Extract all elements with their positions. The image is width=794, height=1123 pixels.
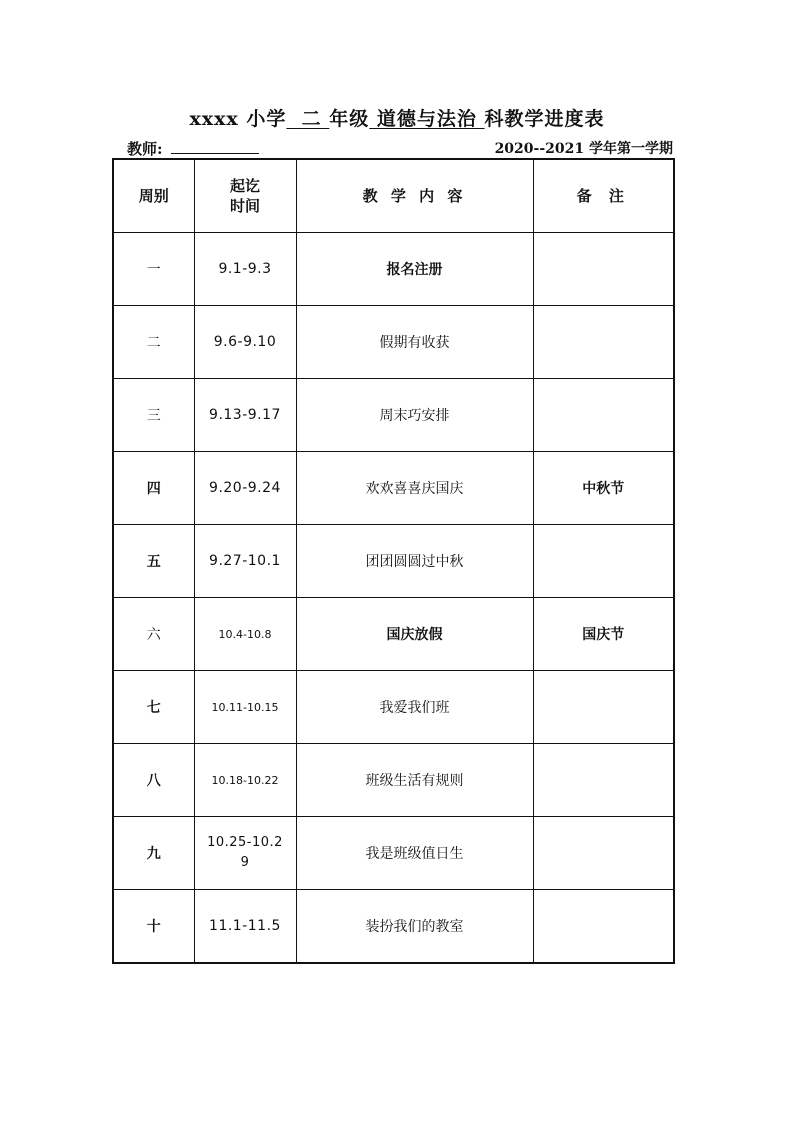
table-row (113, 598, 674, 671)
note-cell (533, 379, 674, 452)
note-cell (533, 525, 674, 598)
document-title (0, 104, 794, 131)
header-week: 周别 (113, 159, 194, 233)
content-cell: 报名注册 (296, 233, 533, 306)
title-subject: 道德与法治 (376, 108, 477, 130)
header-content: 教 学 内 容 (296, 159, 533, 233)
teacher-label: 教师: (127, 140, 163, 158)
week-cell: 一 (113, 233, 194, 306)
title-grade: 二 (301, 108, 322, 130)
table-row (113, 817, 674, 890)
date-cell: 9.1-9.3 (194, 233, 296, 306)
table-row (113, 890, 674, 964)
week-cell: 六 (113, 598, 194, 671)
week-cell: 二 (113, 306, 194, 379)
week-cell: 五 (113, 525, 194, 598)
note-cell: 中秋节 (533, 452, 674, 525)
schedule-table (112, 158, 675, 964)
header-row (113, 159, 674, 233)
date-cell: 9.27-10.1 (194, 525, 296, 598)
title-school: xxxx 小学 (189, 108, 287, 130)
date-cell: 9.20-9.24 (194, 452, 296, 525)
week-cell: 九 (113, 817, 194, 890)
date-cell: 9.13-9.17 (194, 379, 296, 452)
date-cell-wrapper (194, 817, 296, 890)
teacher-line (127, 138, 259, 159)
content-cell: 我是班级值日生 (296, 817, 533, 890)
date-cell: 10.11-10.15 (194, 671, 296, 744)
content-cell: 国庆放假 (296, 598, 533, 671)
note-cell (533, 890, 674, 964)
header-note: 备 注 (533, 159, 674, 233)
content-cell: 假期有收获 (296, 306, 533, 379)
note-cell (533, 744, 674, 817)
week-cell: 三 (113, 379, 194, 452)
table-row (113, 306, 674, 379)
note-cell (533, 233, 674, 306)
header-dates: 起讫 时间 (194, 159, 296, 233)
content-cell: 欢欢喜喜庆国庆 (296, 452, 533, 525)
teacher-blank (171, 141, 259, 154)
content-cell: 装扮我们的教室 (296, 890, 533, 964)
note-cell (533, 306, 674, 379)
table-row (113, 525, 674, 598)
date-cell: 10.4-10.8 (194, 598, 296, 671)
week-cell: 十 (113, 890, 194, 964)
note-cell (533, 671, 674, 744)
date-cell: 10.18-10.22 (194, 744, 296, 817)
title-grade-label: 年级 (329, 108, 370, 130)
content-cell: 周末巧安排 (296, 379, 533, 452)
content-cell: 团团圆圆过中秋 (296, 525, 533, 598)
week-cell: 七 (113, 671, 194, 744)
content-cell: 班级生活有规则 (296, 744, 533, 817)
note-cell (533, 817, 674, 890)
date-cell: 10.25-10.29 (207, 835, 283, 870)
table-row (113, 671, 674, 744)
grade-blank (286, 104, 329, 131)
table-row (113, 379, 674, 452)
term-label: 2020--2021 学年第一学期 (494, 141, 673, 157)
week-cell: 八 (113, 744, 194, 817)
table-row (113, 744, 674, 817)
date-cell: 11.1-11.5 (194, 890, 296, 964)
date-cell: 9.6-9.10 (194, 306, 296, 379)
content-cell: 我爱我们班 (296, 671, 533, 744)
week-cell: 四 (113, 452, 194, 525)
note-cell: 国庆节 (533, 598, 674, 671)
table-row (113, 452, 674, 525)
table-row (113, 233, 674, 306)
title-suffix: 科教学进度表 (484, 108, 605, 130)
